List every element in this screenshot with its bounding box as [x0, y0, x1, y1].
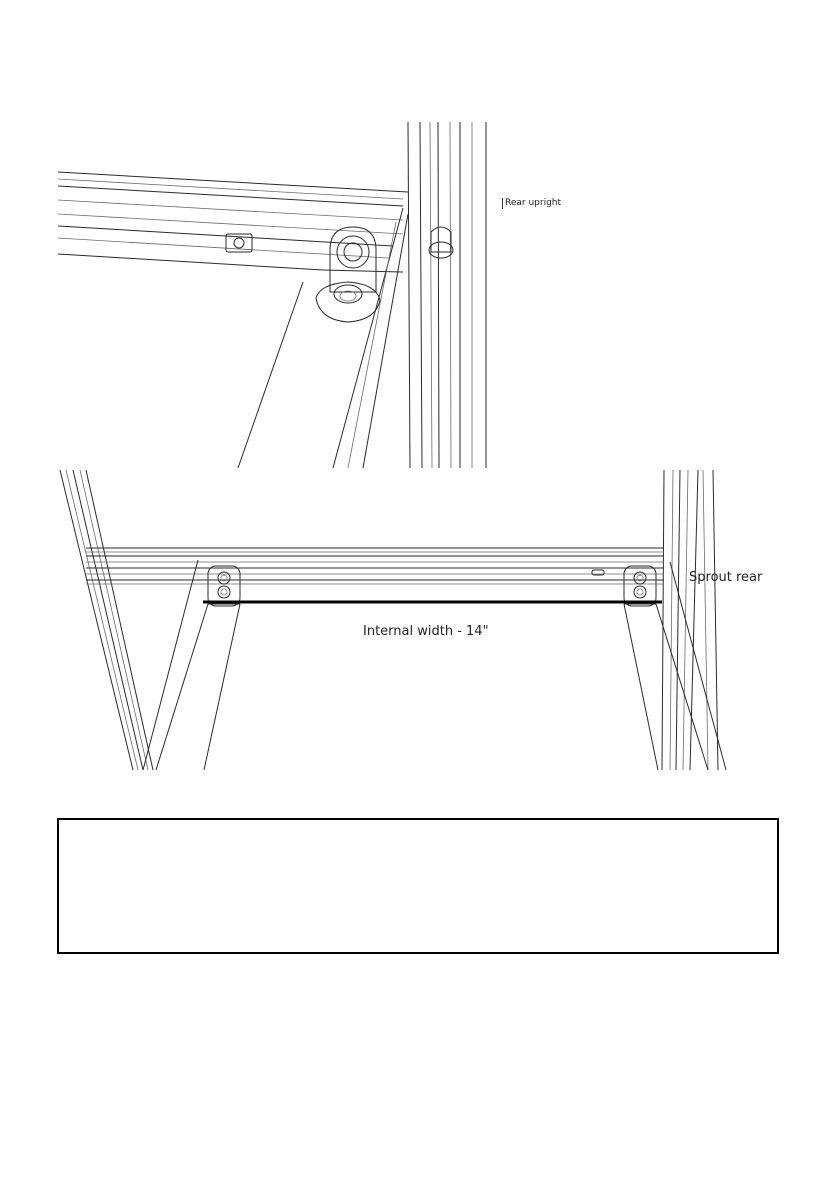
- rear-upright-drawing: [58, 122, 570, 468]
- internal-width-figure: [58, 470, 790, 770]
- sprout-rear-label: Sprout rear: [689, 570, 763, 585]
- rear-upright-figure: [58, 122, 570, 468]
- rear-upright-label: Rear upright: [502, 198, 561, 209]
- internal-width-drawing: [58, 470, 790, 770]
- internal-width-label: Internal width - 14": [363, 624, 489, 639]
- notes-box: [57, 818, 779, 954]
